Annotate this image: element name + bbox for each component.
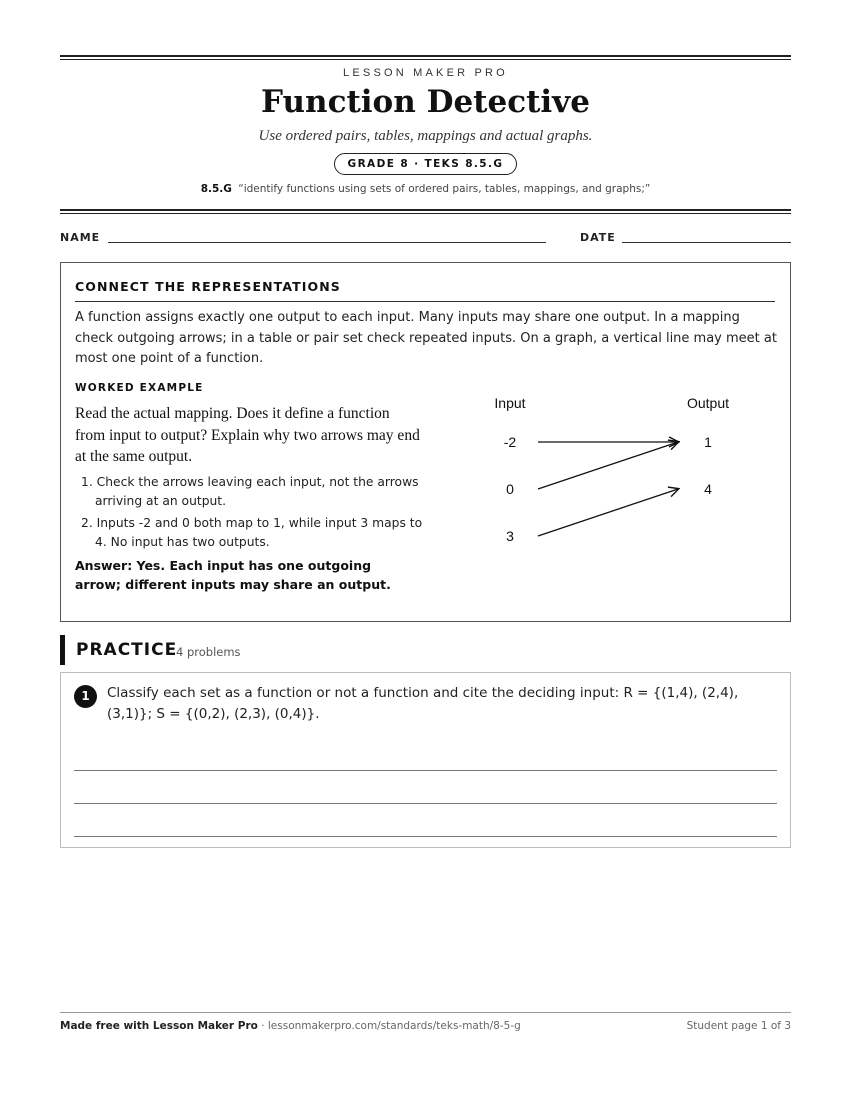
- footer-page-number: Student page 1 of 3: [686, 1020, 791, 1032]
- mapping-arrow: [538, 489, 678, 536]
- answer-line[interactable]: [74, 836, 777, 837]
- problem-text: Classify each set as a function or not a function and cite the deciding input: R = {(1,4), (2,4), (3,1)}; S = {(0,2), (2,3), (0,4)}.: [107, 685, 739, 722]
- header-rule-top-thin: [60, 59, 791, 60]
- mapping-arrow: [538, 442, 678, 489]
- standard-text: “identify functions using sets of ordered pairs, tables, mappings, and graphs;”: [238, 183, 651, 195]
- mapping-input-value: 0: [506, 481, 514, 497]
- name-date-row: [60, 231, 791, 247]
- worked-step: 1. Check the arrows leaving each input, not the arrows arriving at an output.: [81, 475, 419, 508]
- mapping-output-label: Output: [686, 395, 730, 411]
- header-rule-bottom-thin: [60, 213, 791, 214]
- grade-badge-wrap: [60, 152, 791, 175]
- answer-line[interactable]: [74, 770, 777, 771]
- header-rule-bottom: [60, 209, 791, 211]
- practice-accent-bar: [60, 635, 65, 665]
- footer-made-with: Made free with Lesson Maker Pro: [60, 1020, 258, 1032]
- practice-count: 4 problems: [176, 645, 241, 659]
- mapping-input-value: -2: [503, 434, 517, 450]
- standard-code: 8.5.G: [200, 183, 232, 195]
- mapping-input-label: Input: [494, 395, 526, 411]
- date-label: DATE: [580, 231, 616, 244]
- connect-heading: CONNECT THE REPRESENTATIONS: [75, 279, 775, 302]
- worked-example-steps: [81, 473, 431, 555]
- footer-url: · lessonmakerpro.com/standards/teks-math/8-5-g: [257, 1020, 521, 1032]
- mapping-output-value: 1: [704, 434, 712, 450]
- footer-credit: [60, 1020, 521, 1032]
- worked-step: 2. Inputs -2 and 0 both map to 1, while input 3 maps to 4. No input has two outputs.: [81, 516, 423, 549]
- mapping-diagram: [461, 381, 781, 551]
- header-rule-top: [60, 55, 791, 57]
- page-subtitle: Use ordered pairs, tables, mappings and actual graphs.: [258, 128, 593, 144]
- mapping-input-value: 3: [506, 528, 514, 544]
- name-field[interactable]: [108, 242, 546, 243]
- name-label: NAME: [60, 231, 101, 244]
- date-field[interactable]: [622, 242, 791, 243]
- connect-representations-box: [60, 262, 791, 622]
- brand-name: LESSON MAKER PRO: [343, 67, 508, 79]
- footer-rule: [60, 1012, 791, 1013]
- page-title: Function Detective: [261, 84, 590, 120]
- mapping-output-value: 4: [704, 481, 712, 497]
- worked-example-answer: Answer: Yes. Each input has one outgoing arrow; different inputs may share an output.: [75, 558, 391, 592]
- worked-example-question: Read the actual mapping. Does it define a function from input to output? Explain why two arrows may end at the same output.: [75, 405, 420, 465]
- grade-badge: GRADE 8 · TEKS 8.5.G: [334, 153, 518, 175]
- connect-intro: A function assigns exactly one output to each input. Many inputs may share one output. In a mapping check outgoing arrows; in a table or pair set check repeated inputs. On a graph, a vertical line may meet at most one point of a function.: [75, 310, 777, 366]
- problem-card: [60, 672, 791, 848]
- answer-line[interactable]: [74, 803, 777, 804]
- practice-title: PRACTICE: [76, 640, 178, 660]
- problem-number-badge: 1: [74, 685, 97, 708]
- worked-example-label: WORKED EXAMPLE: [75, 382, 204, 394]
- standard-line: [60, 183, 791, 195]
